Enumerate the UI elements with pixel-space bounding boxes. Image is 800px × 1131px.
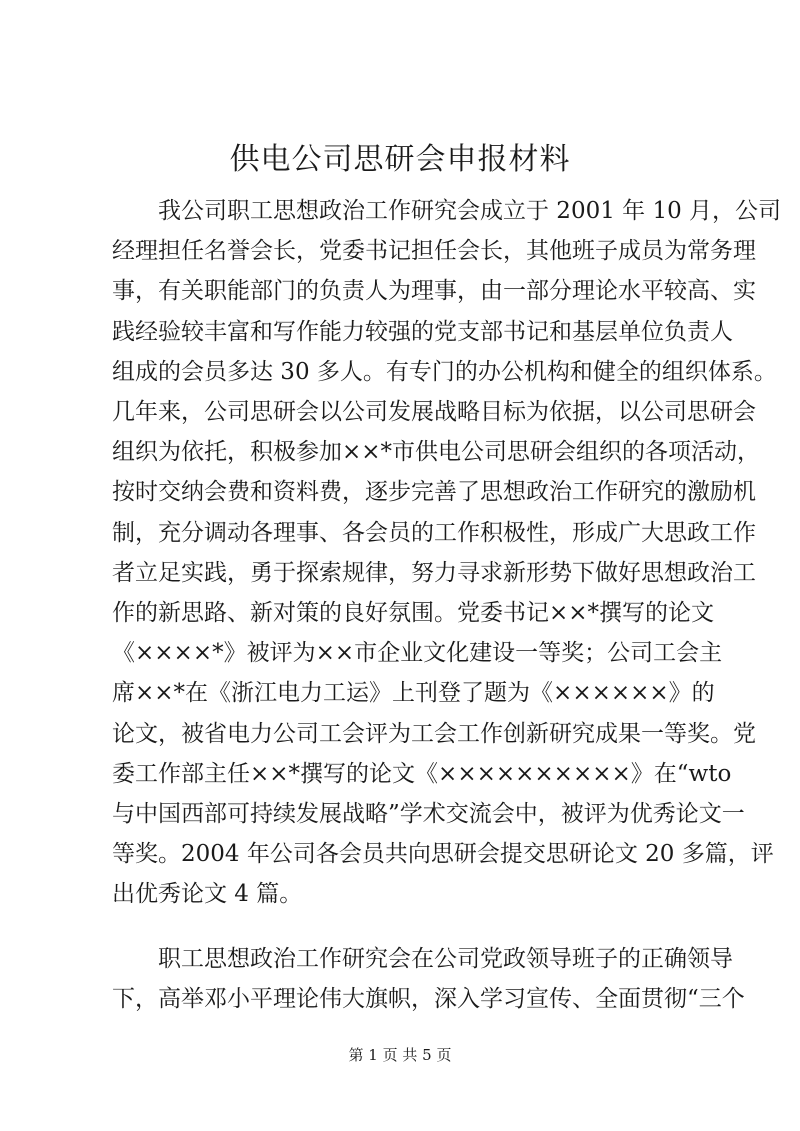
text-line: 按时交纳会费和资料费，逐步完善了思想政治工作研究的激励机 (112, 479, 756, 505)
text-line: 《××××*》被评为××市企业文化建设一等奖；公司工会主 (112, 640, 723, 666)
text-line: 组织为依托，积极参加××*市供电公司思研会组织的各项活动， (112, 439, 761, 465)
text-line: 下，高举邓小平理论伟大旗帜，深入学习宣传、全面贯彻“三个 (112, 986, 745, 1012)
text-line: 践经验较丰富和写作能力较强的党支部书记和基层单位负责人 (112, 319, 733, 345)
text-line: 与中国西部可持续发展战略”学术交流会中，被评为优秀论文一 (112, 801, 745, 827)
text-line: 职工思想政治工作研究会在公司党政领导班子的正确领导 (158, 946, 733, 972)
text-line: 论文，被省电力公司工会评为工会工作创新研究成果一等奖。党 (112, 721, 756, 747)
text-line: 者立足实践，勇于探索规律，努力寻求新形势下做好思想政治工 (112, 560, 756, 586)
text-line: 制，充分调动各理事、各会员的工作积极性，形成广大思政工作 (112, 520, 756, 546)
text-line: 几年来，公司思研会以公司发展战略目标为依据，以公司思研会 (112, 399, 756, 425)
text-line: 委工作部主任××*撰写的论文《××××××××××》在“wto (112, 761, 732, 787)
text-line: 经理担任名誉会长，党委书记担任会长，其他班子成员为常务理 (112, 238, 756, 264)
text-line: 席××*在《浙江电力工运》上刊登了题为《××××××》的 (112, 680, 715, 706)
text-line: 作的新思路、新对策的良好氛围。党委书记××*撰写的论文 (112, 600, 715, 626)
text-line: 组成的会员多达 30 多人。有专门的办公机构和健全的组织体系。 (112, 359, 777, 385)
text-line: 出优秀论文 4 篇。 (112, 881, 303, 907)
text-line: 我公司职工思想政治工作研究会成立于 2001 年 10 月，公司 (158, 198, 782, 224)
document-title: 供电公司思研会申报材料 (229, 142, 571, 177)
text-line: 等奖。2004 年公司各会员共向思研会提交思研论文 20 多篇，评 (112, 841, 774, 867)
page-footer: 第 1 页 共 5 页 (348, 1046, 452, 1064)
text-line: 事，有关职能部门的负责人为理事，由一部分理论水平较高、实 (112, 278, 756, 304)
